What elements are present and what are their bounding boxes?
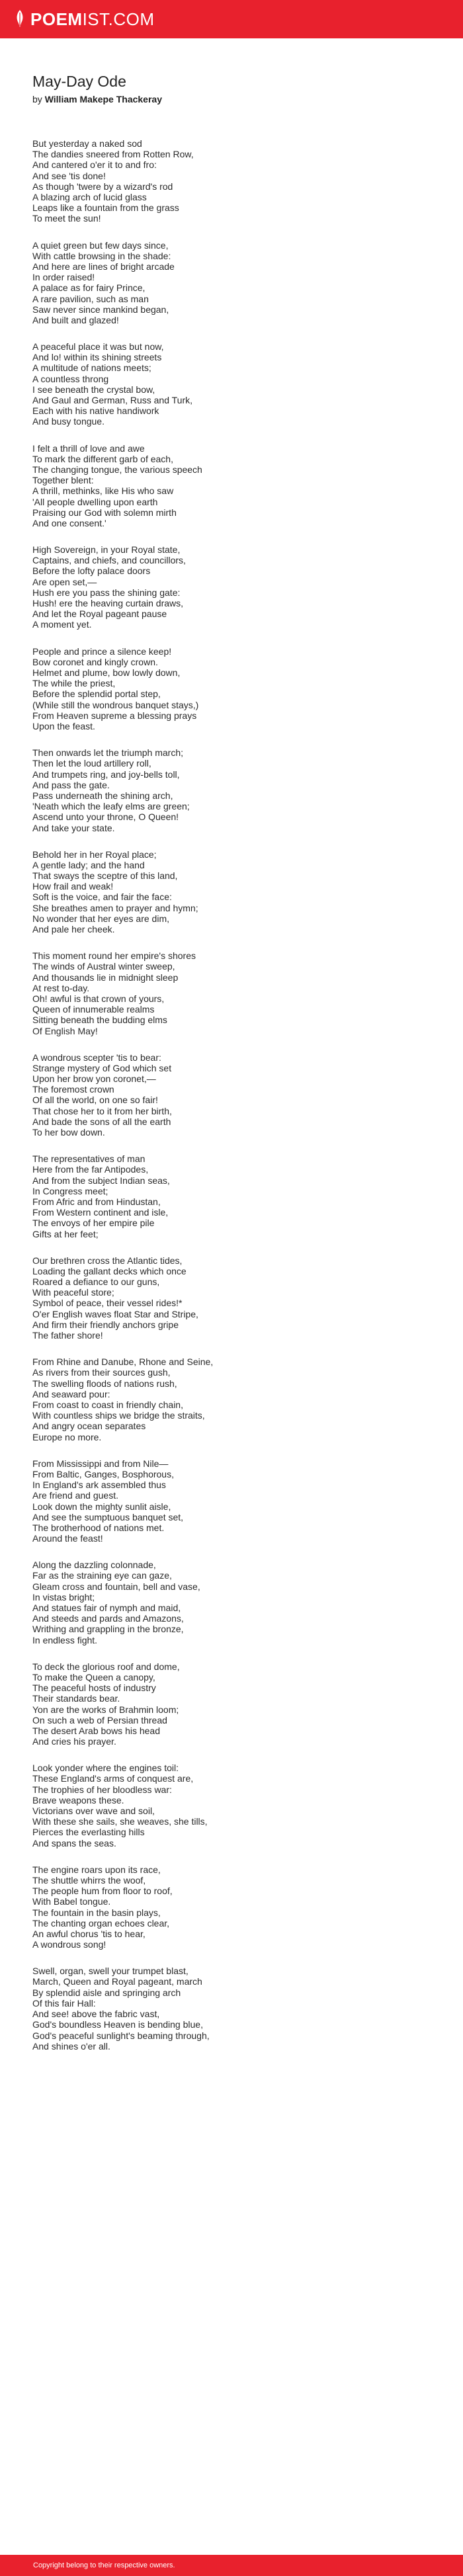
poem-line: These England's arms of conquest are,: [32, 1773, 194, 1784]
poem-line: The swelling floods of nations rush,: [32, 1378, 177, 1389]
poem-line: Of this fair Hall:: [32, 1997, 96, 2009]
poem-line: Queen of innumerable realms: [32, 1004, 155, 1015]
poem-line: The engine roars upon its race,: [32, 1864, 161, 1875]
poem-line: The envoys of her empire pile: [32, 1218, 155, 1229]
stanza: [32, 1661, 436, 1747]
poem-line: And see 'tis done!: [32, 170, 106, 181]
poem-line: She breathes amen to prayer and hymn;: [32, 902, 198, 913]
stanza: [32, 1559, 436, 1645]
poem-line: By splendid aisle and springing arch: [32, 1987, 181, 1998]
poem-line: A blazing arch of lucid glass: [32, 192, 147, 203]
poem-line: Here from the far Antipodes,: [32, 1164, 149, 1175]
poem-line: From Mississippi and from Nile—: [32, 1458, 169, 1469]
poem-line: That sways the sceptre of this land,: [32, 870, 178, 882]
poem-line: This moment round her empire's shores: [32, 950, 196, 962]
poem-line: Helmet and plume, bow lowly down,: [32, 667, 181, 678]
poem-line: In Congress meet;: [32, 1185, 108, 1196]
poem-line: To mark the different garb of each,: [32, 453, 173, 464]
poem-line: From Heaven supreme a blessing prays: [32, 710, 197, 721]
quill-pen-icon: [15, 10, 25, 28]
poem-line: Gifts at her feet;: [32, 1228, 99, 1239]
poem-line: In endless fight.: [32, 1634, 98, 1645]
poem-line: And seaward pour:: [32, 1388, 110, 1399]
poem-line: And cantered o'er it to and fro:: [32, 159, 157, 171]
poem-line: As though 'twere by a wizard's rod: [32, 181, 173, 192]
poem-line: That chose her to it from her birth,: [32, 1105, 172, 1116]
poem-line: The brotherhood of nations met.: [32, 1522, 165, 1533]
poem-line: Then let the loud artillery roll,: [32, 758, 151, 769]
poem-line: An awful chorus 'tis to hear,: [32, 1928, 146, 1939]
poem-line: A thrill, methinks, like His who saw: [32, 485, 174, 497]
poem-line: With Babel tongue.: [32, 1896, 111, 1907]
poem-line: To her bow down.: [32, 1127, 105, 1138]
stanza: [32, 1864, 436, 1950]
poem-line: God's peaceful sunlight's beaming through,: [32, 2030, 210, 2041]
poem-line: Swell, organ, swell your trumpet blast,: [32, 1966, 189, 1977]
stanza: [32, 443, 436, 529]
stanza: [32, 646, 436, 732]
poem-line: Victorians over wave and soil,: [32, 1806, 155, 1817]
poem-line: Far as the straining eye can gaze,: [32, 1570, 172, 1581]
poem-line: With these she sails, she weaves, she tills,: [32, 1816, 208, 1827]
poem-line: A palace as for fairy Prince,: [32, 282, 146, 294]
poem-line: Europe no more.: [32, 1431, 102, 1442]
poem-line: And one consent.': [32, 517, 106, 528]
poem-line: And bade the sons of all the earth: [32, 1116, 171, 1127]
poem-line: Each with his native handiwork: [32, 405, 159, 417]
poem-line: Yon are the works of Brahmin loom;: [32, 1704, 179, 1715]
poem-line: A peaceful place it was but now,: [32, 341, 164, 353]
by-label: by: [32, 94, 42, 104]
poem-line: The desert Arab bows his head: [32, 1725, 161, 1736]
poem-line: People and prince a silence keep!: [32, 645, 172, 657]
poem-line: Their standards bear.: [32, 1693, 120, 1704]
poem-line: The dandies sneered from Rotten Row,: [32, 149, 194, 160]
poem-line: To deck the glorious roof and dome,: [32, 1661, 180, 1672]
poem-line: The chanting organ echoes clear,: [32, 1917, 170, 1929]
poem-line: And steeds and pards and Amazons,: [32, 1613, 184, 1624]
poem-line: From Rhine and Danube, Rhone and Seine,: [32, 1356, 214, 1368]
poem-line: The changing tongue, the various speech: [32, 464, 202, 475]
poem-line: From Western continent and isle,: [32, 1207, 169, 1218]
poem-line: Saw never since mankind began,: [32, 304, 169, 315]
poem-line: Oh! awful is that crown of yours,: [32, 993, 165, 1004]
stanza: [32, 1052, 436, 1138]
poem-line: O'er English waves float Star and Stripe,: [32, 1308, 198, 1319]
poem-line: And pass the gate.: [32, 779, 110, 790]
poem-line: Strange mystery of God which set: [32, 1062, 172, 1073]
poem-line: And see the sumptuous banquet set,: [32, 1511, 184, 1522]
poem-line: But yesterday a naked sod: [32, 138, 142, 149]
poem-line: Look yonder where the engines toil:: [32, 1763, 179, 1774]
stanza: [32, 240, 436, 326]
poem-line: 'All people dwelling upon earth: [32, 496, 158, 507]
site-logo[interactable]: [15, 9, 155, 30]
poem-line: And spans the seas.: [32, 1837, 116, 1849]
poem-line: Leaps like a fountain from the grass: [32, 202, 179, 214]
poem-line: Captains, and chiefs, and councillors,: [32, 555, 186, 566]
poem-line: On such a web of Persian thread: [32, 1714, 167, 1725]
poem-line: Together blent:: [32, 475, 94, 486]
poem-line: A rare pavilion, such as man: [32, 293, 149, 304]
poem-line: In England's ark assembled thus: [32, 1479, 166, 1491]
poem-line: Bow coronet and kingly crown.: [32, 656, 158, 667]
poem-line: The fountain in the basin plays,: [32, 1907, 161, 1918]
poem-line: In order raised!: [32, 272, 95, 283]
poem-line: The peaceful hosts of industry: [32, 1683, 156, 1694]
stanza: [32, 1763, 436, 1849]
poem-line: And here are lines of bright arcade: [32, 261, 175, 272]
poem-line: And pale her cheek.: [32, 924, 115, 935]
stanza: [32, 747, 436, 833]
poem-line: And angry ocean separates: [32, 1421, 146, 1432]
poem-line: At rest to-day.: [32, 982, 90, 993]
poem-line: Are open set,—: [32, 576, 97, 587]
poem-line: Pierces the everlasting hills: [32, 1827, 145, 1838]
site-header: [0, 0, 463, 38]
poem-line: The father shore!: [32, 1330, 103, 1341]
stanza: [32, 1966, 436, 2052]
poem-line: And thousands lie in midnight sleep: [32, 972, 179, 983]
poem-line: A moment yet.: [32, 619, 92, 630]
poem-line: Symbol of peace, their vessel rides!*: [32, 1298, 183, 1309]
poem-line: From Baltic, Ganges, Bosphorous,: [32, 1468, 174, 1479]
stanza: [32, 849, 436, 935]
poem-line: Of all the world, on one so fair!: [32, 1095, 158, 1106]
poem-line: And let the Royal pageant pause: [32, 608, 167, 620]
poem-line: And built and glazed!: [32, 314, 119, 325]
poem-line: And see! above the fabric vast,: [32, 2009, 160, 2020]
stanza: [32, 341, 436, 427]
poem-line: Hush ere you pass the shining gate:: [32, 587, 181, 598]
poem-line: Upon her brow yon coronet,—: [32, 1073, 156, 1085]
stanza: [32, 1356, 436, 1442]
poem-line: A countless throng: [32, 373, 109, 384]
poem-line: Loading the gallant decks which once: [32, 1265, 187, 1276]
poem-line: Of English May!: [32, 1025, 98, 1036]
poem-body: [32, 138, 436, 2052]
poem-line: Writhing and grappling in the bronze,: [32, 1624, 184, 1635]
poem-line: From Afric and from Hindustan,: [32, 1196, 161, 1207]
poem-line: The people hum from floor to roof,: [32, 1886, 173, 1897]
poem-line: And busy tongue.: [32, 416, 105, 427]
stanza: [32, 544, 436, 630]
poem-line: And trumpets ring, and joy-bells toll,: [32, 769, 180, 780]
poem-line: A wondrous song!: [32, 1939, 106, 1950]
poem-line: Soft is the voice, and fair the face:: [32, 892, 172, 903]
poem-line: The foremost crown: [32, 1084, 114, 1095]
stanza: [32, 138, 436, 224]
poem-line: To meet the sun!: [32, 213, 101, 224]
poem-line: Roared a defiance to our guns,: [32, 1276, 160, 1288]
poem-line: The representatives of man: [32, 1153, 146, 1165]
poem-line: High Sovereign, in your Royal state,: [32, 544, 181, 556]
poem-line: Then onwards let the triumph march;: [32, 747, 183, 759]
poem-line: Praising our God with solemn mirth: [32, 507, 177, 518]
site-footer: [0, 2555, 463, 2576]
poem-line: Hush! ere the heaving curtain draws,: [32, 598, 184, 609]
poem-line: Before the splendid portal step,: [32, 688, 161, 700]
poem-line: And statues fair of nymph and maid,: [32, 1602, 181, 1614]
poem-line: Our brethren cross the Atlantic tides,: [32, 1255, 183, 1266]
poem-line: With peaceful store;: [32, 1287, 114, 1298]
byline: [32, 92, 436, 106]
poem-line: No wonder that her eyes are dim,: [32, 913, 169, 924]
poem-line: Along the dazzling colonnade,: [32, 1559, 156, 1571]
poem-line: A gentle lady; and the hand: [32, 859, 145, 870]
poem-line: I see beneath the crystal bow,: [32, 384, 155, 395]
poem-line: Are friend and guest.: [32, 1490, 118, 1501]
stanza: [32, 1458, 436, 1544]
poem-line: The while the priest,: [32, 678, 116, 689]
poem-line: A multitude of nations meets;: [32, 362, 151, 374]
poem-line: With cattle browsing in the shade:: [32, 250, 171, 261]
poem-line: Gleam cross and fountain, bell and vase,: [32, 1581, 200, 1592]
logo-text-light: IST.COM: [82, 9, 155, 29]
poem-line: With countless ships we bridge the straits,: [32, 1410, 205, 1421]
author-link[interactable]: William Makepe Thackeray: [44, 94, 162, 104]
poem-line: And lo! within its shining streets: [32, 352, 162, 363]
poem-line: Pass underneath the shining arch,: [32, 790, 173, 801]
poem-content: [32, 71, 436, 2067]
poem-title: May-Day Ode: [32, 73, 126, 90]
poem-line: As rivers from their sources gush,: [32, 1367, 171, 1378]
poem-line: And Gaul and German, Russ and Turk,: [32, 395, 193, 406]
poem-line: In vistas bright;: [32, 1591, 95, 1602]
poem-line: Behold her in her Royal place;: [32, 849, 157, 860]
poem-line: (While still the wondrous banquet stays,): [32, 699, 199, 710]
poem-line: To make the Queen a canopy,: [32, 1671, 155, 1683]
logo-text-bold: POEM: [30, 9, 83, 29]
stanza: [32, 1153, 436, 1239]
poem-line: The winds of Austral winter sweep,: [32, 961, 175, 972]
poem-line: God's boundless Heaven is bending blue,: [32, 2019, 203, 2030]
stanza: [32, 1255, 436, 1341]
poem-line: The trophies of her bloodless war:: [32, 1784, 172, 1795]
poem-line: I felt a thrill of love and awe: [32, 442, 145, 454]
poem-line: Ascend unto your throne, O Queen!: [32, 811, 179, 823]
poem-line: Look down the mighty sunlit aisle,: [32, 1501, 171, 1512]
poem-line: From coast to coast in friendly chain,: [32, 1399, 183, 1410]
stanza: [32, 950, 436, 1036]
poem-line: How frail and weak!: [32, 881, 114, 892]
poem-line: Around the feast!: [32, 1533, 103, 1544]
poem-line: And firm their friendly anchors gripe: [32, 1319, 179, 1330]
poem-line: Upon the feast.: [32, 721, 95, 731]
poem-line: The shuttle whirrs the woof,: [32, 1874, 146, 1886]
poem-line: A wondrous scepter 'tis to bear:: [32, 1052, 161, 1063]
poem-line: Brave weapons these.: [32, 1794, 124, 1806]
poem-line: And shines o'er all.: [32, 2040, 110, 2052]
poem-line: Before the lofty palace doors: [32, 565, 151, 577]
copyright-text: Copyright belong to their respective owners.: [33, 2561, 175, 2569]
poem-line: And from the subject Indian seas,: [32, 1175, 170, 1186]
poem-line: March, Queen and Royal pageant, march: [32, 1976, 202, 1987]
poem-line: Sitting beneath the budding elms: [32, 1015, 167, 1026]
poem-line: 'Neath which the leafy elms are green;: [32, 801, 190, 812]
poem-line: And cries his prayer.: [32, 1736, 116, 1747]
poem-line: A quiet green but few days since,: [32, 239, 169, 251]
poem-line: And take your state.: [32, 822, 115, 833]
